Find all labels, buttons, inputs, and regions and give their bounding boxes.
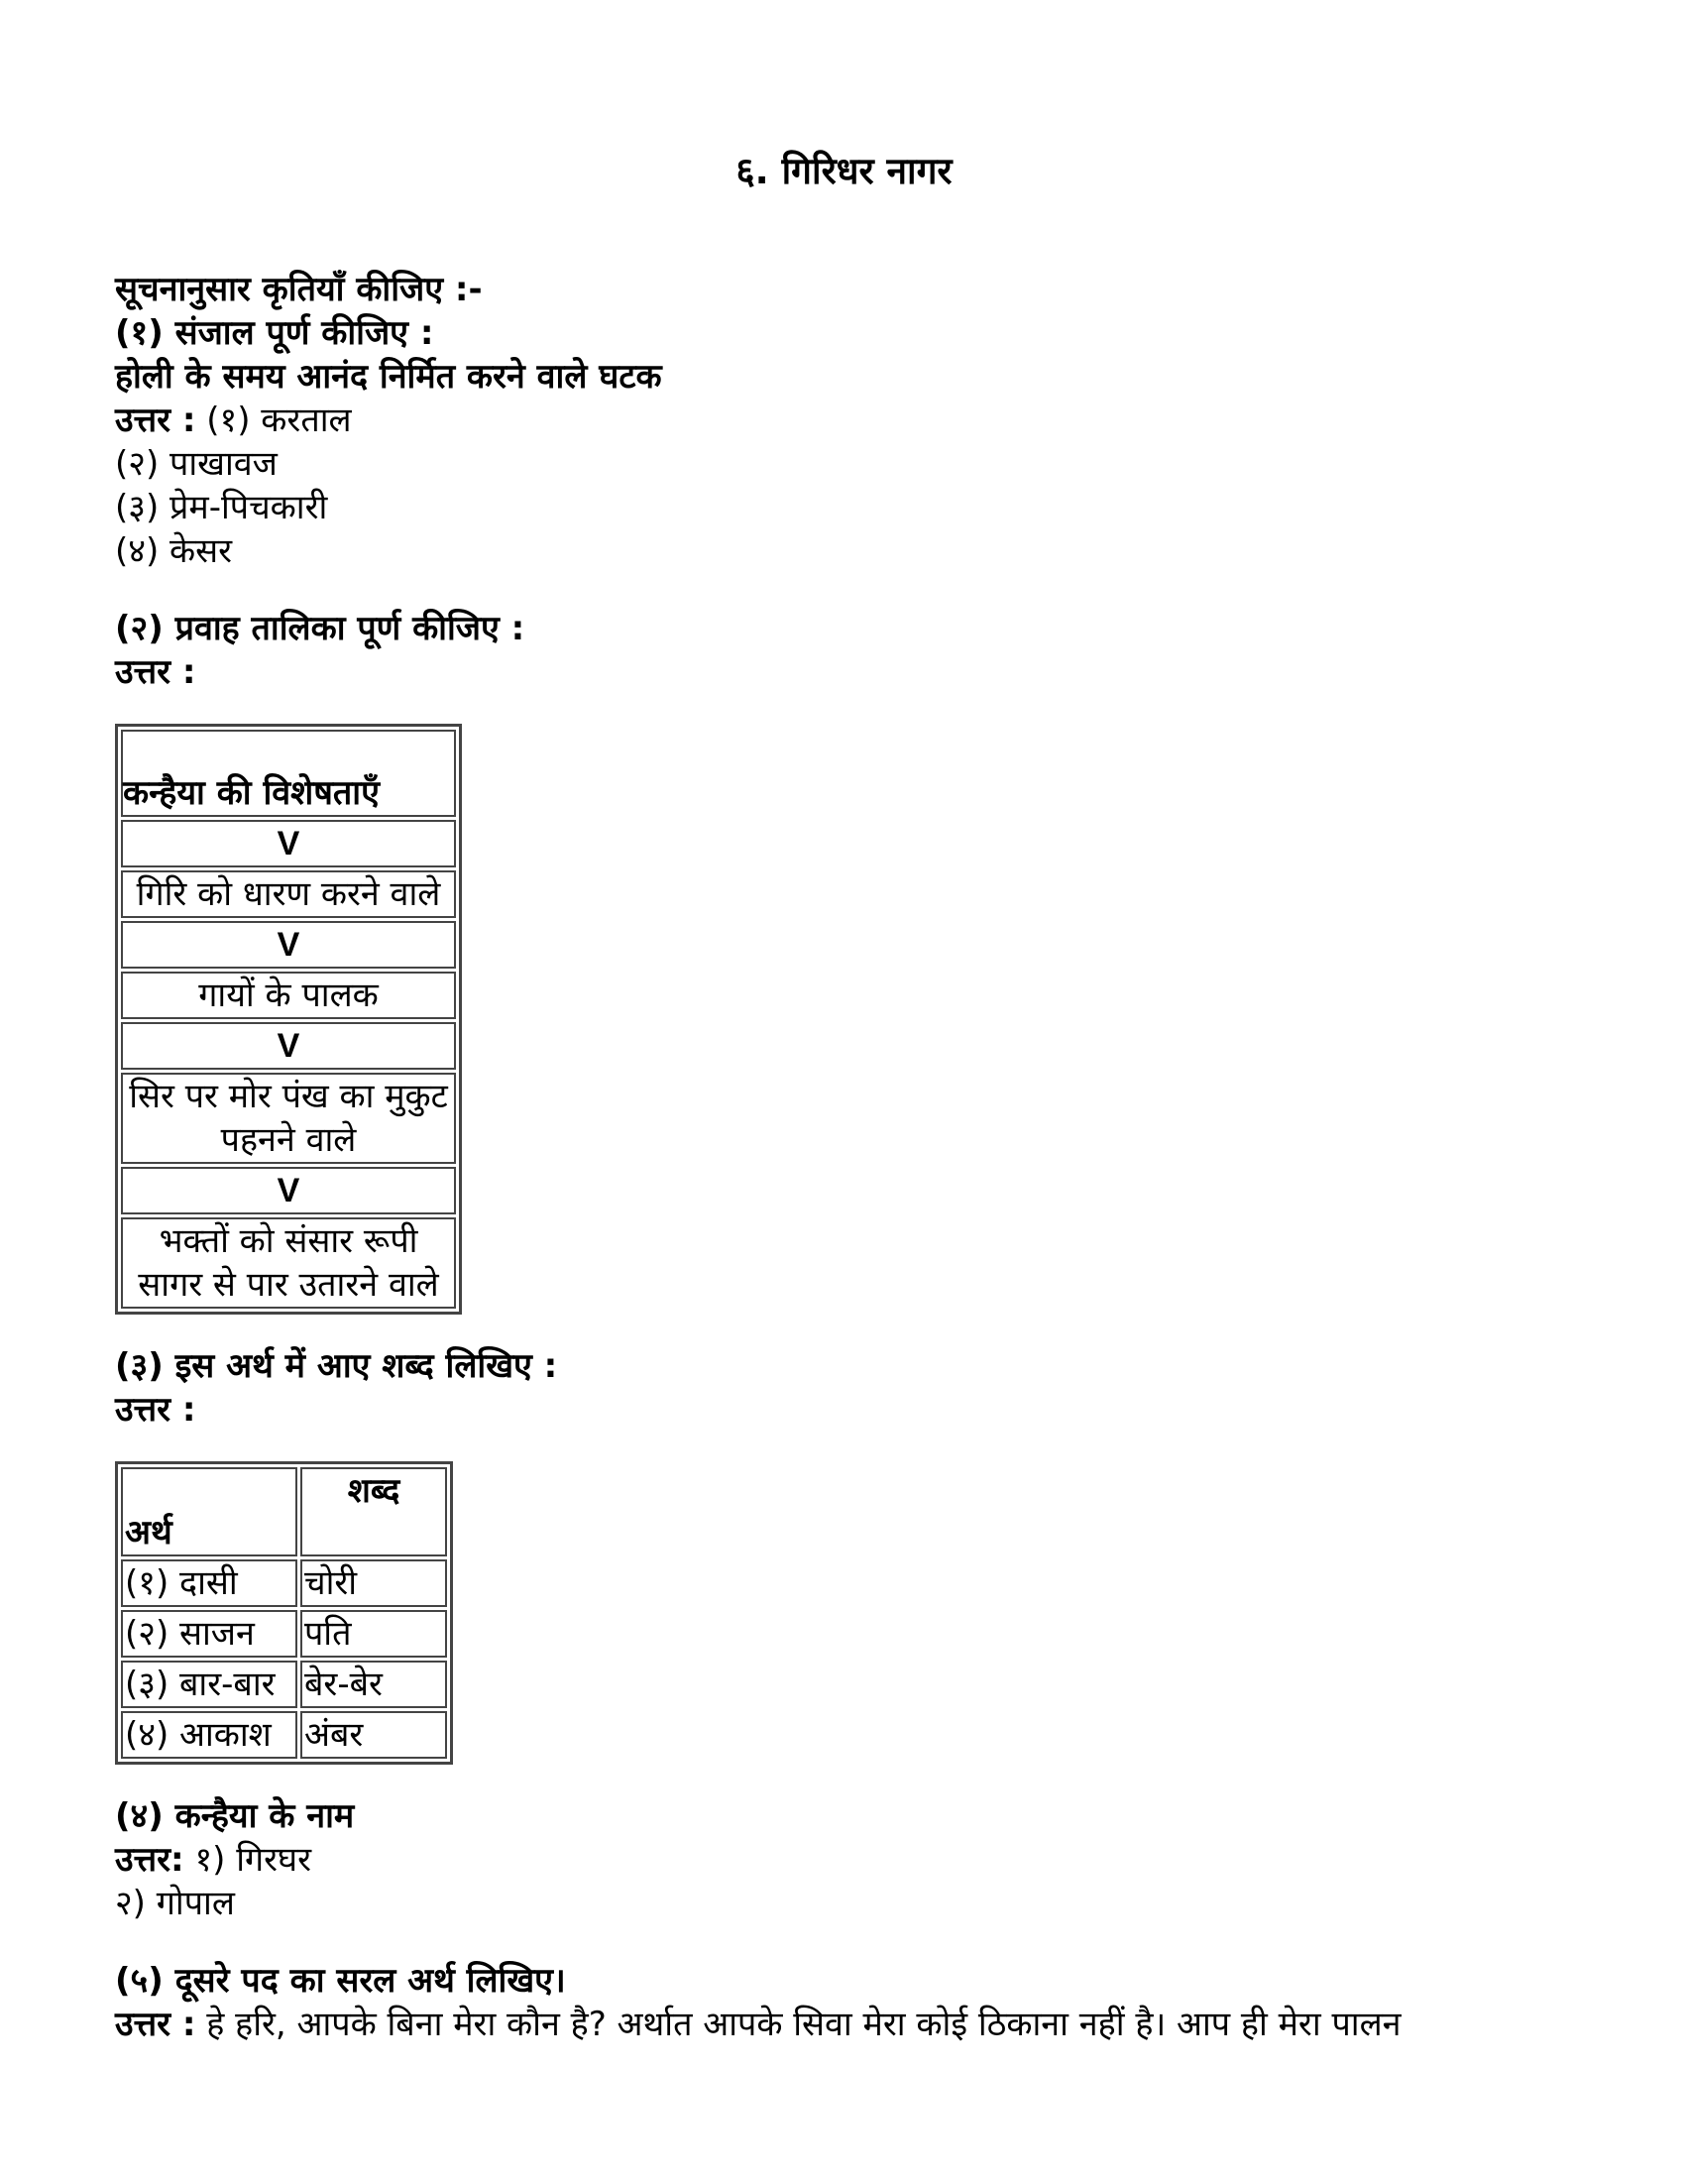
table-row [121, 1661, 447, 1708]
page-title: ६. गिरिधर नागर [735, 150, 953, 192]
word-cell: पति [300, 1610, 447, 1658]
flow-arrow: V [121, 1167, 456, 1214]
flow-arrow: V [121, 921, 456, 969]
meaning-cell: (४) आकाश [121, 1711, 297, 1759]
document-body [115, 268, 1602, 2046]
flow-arrow: V [121, 1022, 456, 1070]
q1-topic: होली के समय आनंद निर्मित करने वाले घटक [115, 357, 662, 397]
q1-answer-item-2: (२) पाखावज [115, 444, 278, 484]
q4-answer-label: उत्तर: [115, 1840, 184, 1880]
flow-arrow: V [121, 820, 456, 867]
flow-row-2: गायों के पालक [121, 972, 456, 1019]
word-meaning-table [115, 1461, 453, 1765]
q1-answer-item-3: (३) प्रेम-पिचकारी [115, 488, 328, 527]
word-cell: अंबर [300, 1711, 447, 1759]
q5-answer-text: हे हरि, आपके बिना मेरा कौन है? अर्थात आपके सिवा मेरा कोई ठिकाना नहीं है। आप ही मेरा पालन [206, 2005, 1402, 2044]
q5-heading: (५) दूसरे पद का सरल अर्थ लिखिए। [115, 1961, 566, 2001]
q1-answer-label: उत्तर : [115, 401, 196, 440]
table-row [121, 1711, 447, 1759]
q4-answer-item-2: २) गोपाल [115, 1884, 235, 1923]
flow-chart-table [115, 724, 462, 1315]
flow-row-1: गिरि को धारण करने वाले [121, 870, 456, 918]
meaning-cell: (१) दासी [121, 1559, 297, 1607]
table-row [121, 1610, 447, 1658]
q4-answer-item-1: १) गिरघर [194, 1840, 312, 1880]
flow-chart-head: कन्हैया की विशेषताएँ [121, 730, 456, 817]
q1-heading: (१) संजाल पूर्ण कीजिए : [115, 313, 434, 353]
meaning-cell: (३) बार-बार [121, 1661, 297, 1708]
word-cell: चोरी [300, 1559, 447, 1607]
q1-answer-item-4: (४) केसर [115, 531, 233, 571]
q1-answer-item-1: (१) करताल [206, 401, 352, 440]
q5-answer-label: उत्तर : [115, 2005, 196, 2044]
q1-answer-line [115, 399, 1602, 442]
flow-row-4: भक्तों को संसार रूपी सागर से पार उतारने वाले [121, 1217, 456, 1309]
word-cell: बेर-बेर [300, 1661, 447, 1708]
q2-answer-label: उत्तर : [115, 652, 196, 692]
instructions: सूचनानुसार कृतियाँ कीजिए :- [115, 270, 483, 309]
q4-answer-line [115, 1838, 1602, 1882]
q3-heading: (३) इस अर्थ में आए शब्द लिखिए : [115, 1346, 558, 1386]
q4-heading: (४) कन्हैया के नाम [115, 1796, 355, 1836]
table-row [121, 1559, 447, 1607]
q5-answer-line [115, 2003, 1602, 2046]
col-word-header: शब्द [300, 1467, 447, 1556]
q3-answer-label: उत्तर : [115, 1390, 196, 1430]
q2-heading: (२) प्रवाह तालिका पूर्ण कीजिए : [115, 609, 525, 648]
flow-row-3: सिर पर मोर पंख का मुकुट पहनने वाले [121, 1073, 456, 1164]
meaning-cell: (२) साजन [121, 1610, 297, 1658]
col-meaning-header: अर्थ [121, 1467, 297, 1556]
